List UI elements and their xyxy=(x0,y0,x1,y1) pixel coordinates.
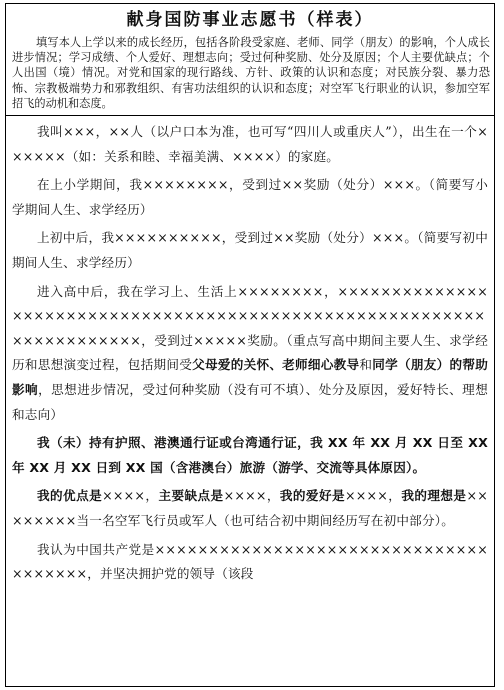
and-connector: 和 xyxy=(359,357,373,373)
strengths-label: 我的优点是 xyxy=(37,488,103,504)
paragraph-name-family: 我叫×××，××人（以户口本为准，也可写“四川人或重庆人”），出生在一个××××××（如：关系和睦、幸福美满、××××）的家庭。 xyxy=(12,124,488,164)
paragraph-party: 我认为中国共产党是××××××××××××××××××××××××××××××××××××××，并坚决拥护党的领导（该段 xyxy=(12,541,488,582)
volunteer-form xyxy=(5,3,495,687)
ideal-label: 我的理想是 xyxy=(401,488,467,504)
hobbies-value: ××××， xyxy=(345,488,402,504)
paragraph-passport-travel: 我（未）持有护照、港澳通行证或台湾通行证，我 XX 年 XX 月 XX 日至 XX 年 XX 月 XX 日到 XX 国（含港澳台）旅游（游学、交流等具体原因）。 xyxy=(12,435,488,475)
paragraph-strengths-ideals xyxy=(12,484,488,533)
paragraph-junior-high: 上初中后，我××××××××××，受到过××奖励（处分）×××。（简要写初中期间人生、求学经历） xyxy=(12,230,488,270)
ideal-value: ××××××××当一名空军飞行员或军人（也可结合初中期间经历写在初中部分）。 xyxy=(12,488,488,528)
paragraph-primary-school: 在上小学期间，我××××××××，受到过××奖励（处分）×××。（简要写小学期间人生、求学经历） xyxy=(12,177,488,217)
strengths-value: ××××， xyxy=(102,488,159,504)
form-instructions: 填写本人上学以来的成长经历，包括各阶段受家庭、老师、同学（朋友）的影响，个人成长进步情况；学习成绩、个人爱好、理想志向；受过何种奖励、处分及原因；个人主要优缺点；个人出国（境）情况。对党和国家的现行路线、方针、政策的认识和态度；对民族分裂、暴力恐怖、宗教极端势力和邪教组织、有害功法组织的认识和态度；对空军飞行职业的认识，参加空军招飞的动机和态度。 xyxy=(6,32,494,116)
parents-teacher-emphasis: 父母爱的关怀、老师细心教导 xyxy=(192,357,360,373)
weaknesses-label: 主要缺点是 xyxy=(158,488,224,504)
form-title: 献身国防事业志愿书（样表） xyxy=(126,10,374,30)
classmates-emphasis: 同学（朋友）的帮助影响 xyxy=(12,357,488,397)
senior-high-text: 进入高中后，我在学习上、生活上××××××××，××××××××××××××××××××××××××××××××××××××××××××××××××××××××××××××××××××××，受到过×××××奖励。（重点写高中期间主要人生、求学经历和思想演变过程，包括期间受 xyxy=(12,283,488,373)
senior-high-tail: ，思想进步情况，受过何种奖励（没有可不填）、处分及原因，爱好特长、理想和志向） xyxy=(12,381,489,422)
form-body xyxy=(6,116,494,587)
paragraph-senior-high xyxy=(12,280,488,428)
weaknesses-value: ××××， xyxy=(223,488,280,504)
hobbies-label: 我的爱好是 xyxy=(279,488,346,504)
